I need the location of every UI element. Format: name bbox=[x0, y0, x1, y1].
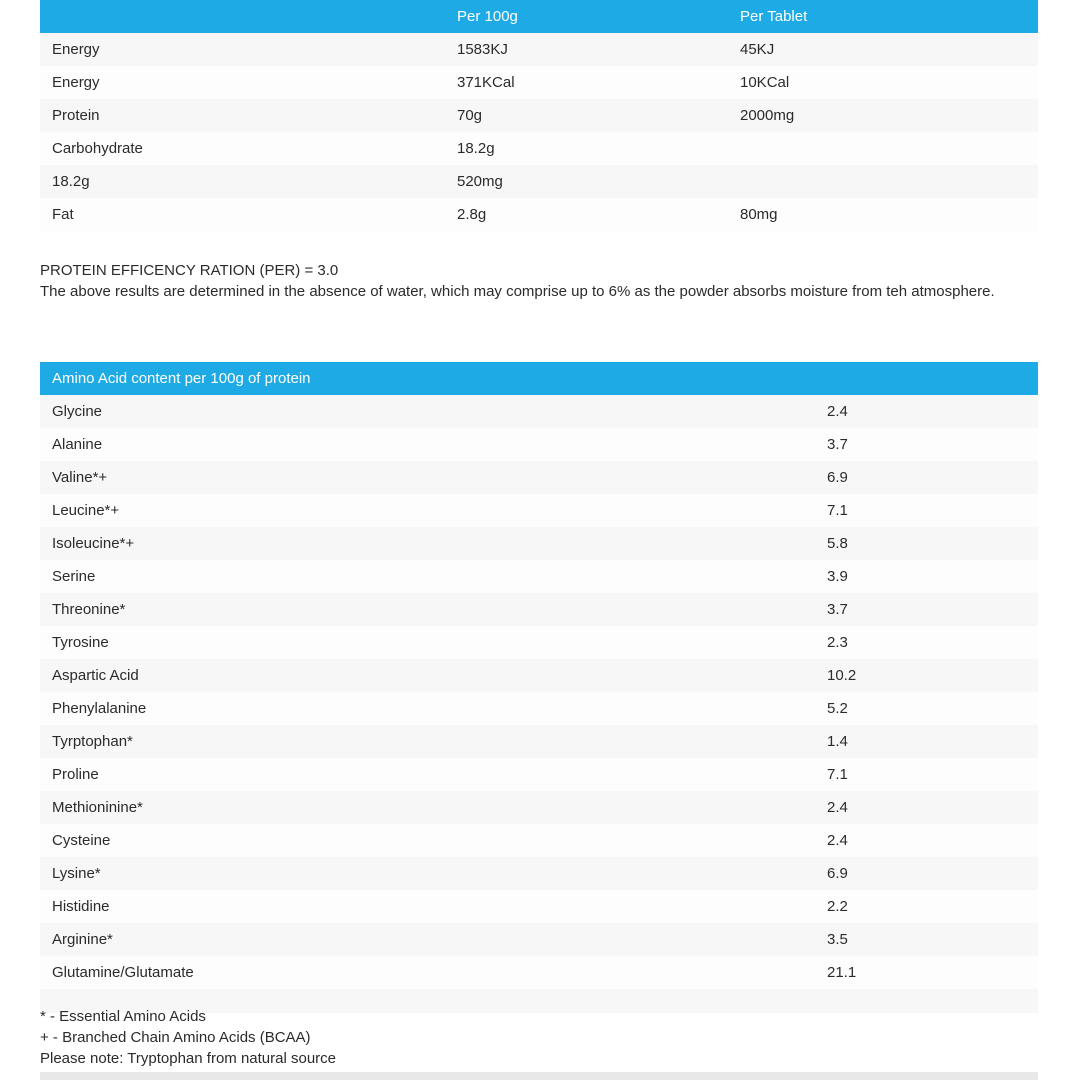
amino-name: Tyrosine bbox=[40, 626, 815, 659]
amino-value: 5.2 bbox=[815, 692, 1038, 725]
amino-name: Leucine*+ bbox=[40, 494, 815, 527]
table-row bbox=[40, 659, 1038, 692]
nutrient-per-100g: 70g bbox=[445, 99, 728, 132]
column-header-nutrient bbox=[40, 0, 445, 33]
amino-name: Glycine bbox=[40, 395, 815, 428]
table-row bbox=[40, 395, 1038, 428]
amino-value: 6.9 bbox=[815, 461, 1038, 494]
column-header-per-tablet: Per Tablet bbox=[728, 0, 1038, 33]
nutrition-notes bbox=[40, 260, 1040, 302]
table-row bbox=[40, 560, 1038, 593]
amino-footnotes bbox=[40, 1006, 1040, 1069]
table-row bbox=[40, 428, 1038, 461]
footnote-essential: * - Essential Amino Acids bbox=[40, 1008, 206, 1025]
amino-value: 10.2 bbox=[815, 659, 1038, 692]
footnote-bcaa: + - Branched Chain Amino Acids (BCAA) bbox=[40, 1029, 311, 1046]
nutrient-name: Carbohydrate bbox=[40, 132, 445, 165]
amino-name: Aspartic Acid bbox=[40, 659, 815, 692]
amino-value: 21.1 bbox=[815, 956, 1038, 989]
amino-name: Phenylalanine bbox=[40, 692, 815, 725]
table-row bbox=[40, 626, 1038, 659]
nutrient-per-tablet: 10KCal bbox=[728, 66, 1038, 99]
amino-value: 3.7 bbox=[815, 428, 1038, 461]
table-row bbox=[40, 923, 1038, 956]
amino-name: Arginine* bbox=[40, 923, 815, 956]
table-row bbox=[40, 890, 1038, 923]
nutrient-per-100g: 18.2g bbox=[445, 132, 728, 165]
amino-name: Lysine* bbox=[40, 857, 815, 890]
amino-table-header-row bbox=[40, 362, 1038, 395]
amino-value: 1.4 bbox=[815, 725, 1038, 758]
amino-value: 6.9 bbox=[815, 857, 1038, 890]
nutrient-per-100g: 2.8g bbox=[445, 198, 728, 231]
per-note: PROTEIN EFFICENCY RATION (PER) = 3.0 bbox=[40, 262, 339, 279]
table-row bbox=[40, 494, 1038, 527]
amino-name: Threonine* bbox=[40, 593, 815, 626]
table-row bbox=[40, 33, 1038, 66]
amino-name: Alanine bbox=[40, 428, 815, 461]
amino-value: 2.4 bbox=[815, 791, 1038, 824]
table-row bbox=[40, 593, 1038, 626]
nutrient-per-tablet: 45KJ bbox=[728, 33, 1038, 66]
amino-name: Proline bbox=[40, 758, 815, 791]
amino-value: 2.3 bbox=[815, 626, 1038, 659]
amino-acid-table bbox=[40, 362, 1038, 1013]
amino-name: Cysteine bbox=[40, 824, 815, 857]
amino-value: 7.1 bbox=[815, 758, 1038, 791]
amino-name: Histidine bbox=[40, 890, 815, 923]
table-row bbox=[40, 956, 1038, 989]
table-row bbox=[40, 725, 1038, 758]
table-row bbox=[40, 165, 1038, 198]
nutrient-per-100g: 1583KJ bbox=[445, 33, 728, 66]
amino-value: 2.4 bbox=[815, 824, 1038, 857]
nutrient-name: 18.2g bbox=[40, 165, 445, 198]
water-note: The above results are determined in the absence of water, which may comprise up to 6% as the powder absorbs moisture from teh atmosphere. bbox=[40, 283, 995, 300]
nutrient-name: Energy bbox=[40, 33, 445, 66]
nutrition-facts-table bbox=[40, 0, 1038, 231]
nutrient-per-100g: 371KCal bbox=[445, 66, 728, 99]
amino-name: Isoleucine*+ bbox=[40, 527, 815, 560]
amino-value: 7.1 bbox=[815, 494, 1038, 527]
table-row bbox=[40, 66, 1038, 99]
amino-value: 3.5 bbox=[815, 923, 1038, 956]
nutrient-name: Protein bbox=[40, 99, 445, 132]
column-header-per-100g: Per 100g bbox=[445, 0, 728, 33]
table-row bbox=[40, 132, 1038, 165]
amino-acid-section bbox=[40, 362, 1038, 1013]
amino-value: 2.4 bbox=[815, 395, 1038, 428]
amino-value: 3.9 bbox=[815, 560, 1038, 593]
amino-name: Tyrptophan* bbox=[40, 725, 815, 758]
nutrient-per-tablet bbox=[728, 165, 1038, 198]
amino-value: 2.2 bbox=[815, 890, 1038, 923]
amino-name: Methioninine* bbox=[40, 791, 815, 824]
page-bottom-edge bbox=[40, 1072, 1038, 1080]
table-row bbox=[40, 99, 1038, 132]
footnote-tryptophan: Please note: Tryptophan from natural source bbox=[40, 1050, 337, 1067]
nutrient-name: Fat bbox=[40, 198, 445, 231]
table-row bbox=[40, 461, 1038, 494]
nutrient-per-tablet: 2000mg bbox=[728, 99, 1038, 132]
table-row bbox=[40, 824, 1038, 857]
table-row bbox=[40, 527, 1038, 560]
table-row bbox=[40, 692, 1038, 725]
nutrient-per-tablet bbox=[728, 132, 1038, 165]
table-row bbox=[40, 791, 1038, 824]
amino-table-title: Amino Acid content per 100g of protein bbox=[40, 362, 1038, 395]
amino-name: Valine*+ bbox=[40, 461, 815, 494]
table-row bbox=[40, 758, 1038, 791]
nutrient-name: Energy bbox=[40, 66, 445, 99]
amino-value: 5.8 bbox=[815, 527, 1038, 560]
amino-name: Serine bbox=[40, 560, 815, 593]
table-row bbox=[40, 857, 1038, 890]
table-header-row bbox=[40, 0, 1038, 33]
nutrient-per-tablet: 80mg bbox=[728, 198, 1038, 231]
amino-name: Glutamine/Glutamate bbox=[40, 956, 815, 989]
amino-value: 3.7 bbox=[815, 593, 1038, 626]
nutrient-per-100g: 520mg bbox=[445, 165, 728, 198]
table-row bbox=[40, 198, 1038, 231]
